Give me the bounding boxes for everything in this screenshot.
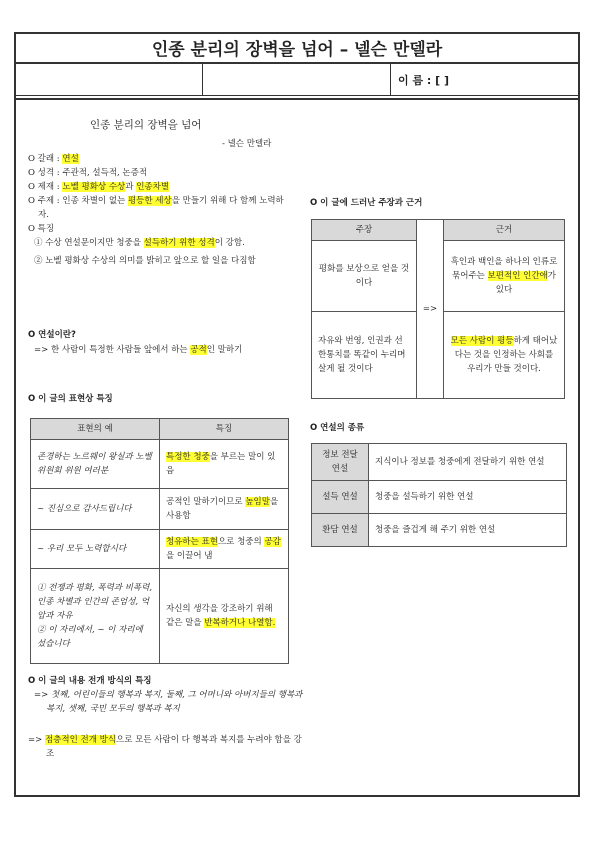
table-row: 자유와 번영, 인권과 선한통치를 똑같이 누리며 살게 될 것이다 모든 사람이 평등하게 태어났다는 것을 인정하는 사회를 우리가 만들 것이다. [312,312,565,399]
claims-heading: O 이 글에 드러난 주장과 근거 [310,198,423,208]
table-row: 존경하는 노르웨이 왕실과 노벨 위원회 위원 여러분 특정한 청중을 부르는 말이 있음 [31,440,289,489]
expr-heading: O 이 글의 표현상 특징 [28,394,113,404]
doc-info [28,152,290,268]
table-row: ~ 진심으로 감사드립니다 공적인 말하기이므로 높임말을 사용함 [31,489,289,530]
table-row: 평화를 보상으로 얻을 것이다 흑인과 백인을 하나의 인류로 묶어주는 보편적인 인간애가 있다 [312,241,565,312]
page-title: 인종 분리의 장벽을 넘어 – 넬슨 만델라 [14,32,580,64]
info-subject: O 제재 : 노벨 평화상 수상과 인종차별 [28,182,170,192]
content-line-2: => 점층적인 전개 방식으로 모든 사람이 다 행복과 복지를 누려야 함을 강조 [28,735,302,759]
doc-author: - 넬슨 만델라 [222,139,272,149]
info-genre: O 갈래 : 연설 [28,154,79,164]
table-row: 정보 전달 연설 지식이나 정보를 청중에게 전달하기 위한 연설 [312,444,567,481]
col-header: 특징 [160,419,289,440]
feature-heading: O 특징 [28,224,55,234]
table-row: ~ 우리 모두 노력합시다 청유하는 표현으로 청중의 공감을 이끌어 냄 [31,530,289,569]
feature-2: ② 노벨 평화상 수상의 의미를 밝히고 앞으로 할 일을 다짐함 [34,256,256,266]
types-table [311,443,567,547]
arrow: => [417,220,444,399]
info-theme: O 주제 : 인종 차별이 없는 평등한 세상을 만들기 위해 다 함께 노력하자. [28,196,284,220]
speech-def-text: => 한 사람이 특정한 사람들 앞에서 하는 공적인 말하기 [34,345,243,355]
table-row: 설득 연설 청중을 설득하기 위한 연설 [312,481,567,514]
content-line-1: => 첫째, 어린이들의 행복과 복지, 둘째, 그 어머니와 아버지들의 행복과 복지, 셋째, 국민 모두의 행복과 복지 [34,690,303,714]
content-heading: O 이 글의 내용 전개 방식의 특징 [28,676,152,686]
claims-table [311,219,565,399]
name-field[interactable]: 이 름 : [ ] [398,73,450,87]
info-row [14,64,580,96]
expr-table [30,418,289,664]
types-heading: O 연설의 종류 [310,423,365,433]
table-row: ① 전쟁과 평화, 폭력과 비폭력, 인종 차별과 인간의 존엄성, 억압과 자유 ② 이 자리에서, ~ 이 자리에 섰습니다 자신의 생각을 강조하기 위해 같은 말을 반복하거나 나열함. [31,569,289,664]
divider [390,64,391,95]
divider [202,64,203,95]
col-header: 주장 [312,220,417,241]
col-header: 근거 [444,220,565,241]
col-header: 표현의 예 [31,419,160,440]
table-row: 환담 연설 청중을 즐겁게 해 주기 위한 연설 [312,514,567,547]
feature-1: ① 수상 연설문이지만 청중을 설득하기 위한 성격이 강함. [34,238,245,248]
divider [14,98,580,100]
doc-title: 인종 분리의 장벽을 넘어 [90,119,202,131]
speech-def-heading: O 연설이란? [28,330,76,340]
info-nature: O 성격 : 주관적, 설득적, 논증적 [28,168,148,178]
